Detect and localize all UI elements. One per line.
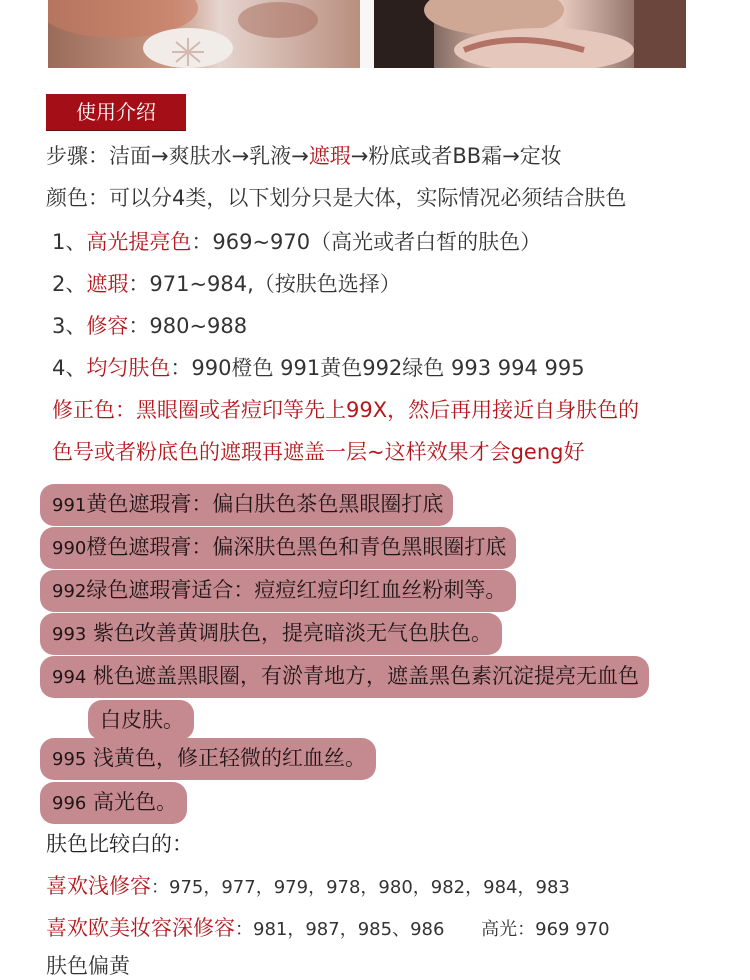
- category-2-rest: ：971~984,（按肤色选择）: [128, 272, 401, 296]
- pill-995-box: [40, 738, 376, 780]
- pill-993: [40, 613, 502, 655]
- shallow-contour-line: [46, 872, 570, 902]
- category-4-name: 均匀肤色: [86, 356, 171, 380]
- category-4-rest: ：990橙色 991黄色992绿色 993 994 995: [170, 356, 585, 380]
- photo-divider: [360, 0, 374, 68]
- category-3-rest: ：980~988: [128, 314, 248, 338]
- pill-991: [40, 484, 453, 526]
- pill-994-cont-box: [88, 700, 194, 740]
- product-photo-left: [48, 0, 360, 68]
- steps-part-a: 洁面→爽肤水→乳液→: [109, 144, 309, 168]
- skin-white-heading: 肤色比较白的：: [46, 832, 193, 856]
- pill-996-box: [40, 782, 187, 824]
- steps-part-c: →粉底或者BB霜→定妆: [350, 144, 562, 168]
- category-1-rest: ：969~970（高光或者白皙的肤色）: [191, 230, 542, 254]
- category-2-name: 遮瑕: [86, 272, 129, 296]
- pill-990-box: [40, 527, 516, 569]
- steps-label: 步骤：: [46, 144, 109, 168]
- product-photo-right: [374, 0, 686, 68]
- pill-995: [40, 738, 376, 780]
- pill-991-box: [40, 484, 453, 526]
- top-photo-strip: [48, 0, 686, 68]
- pill-992-text: 绿色遮瑕膏适合：痘痘红痘印红血丝粉刺等。: [86, 578, 507, 602]
- category-1-name: 高光提亮色: [86, 230, 192, 254]
- correction-line-2: 色号或者粉底色的遮瑕再遮盖一层~这样效果才会geng好: [52, 440, 585, 464]
- pill-990: [40, 527, 516, 569]
- category-1-num: 1、: [52, 230, 87, 254]
- pill-994-cont-text: 白皮肤。: [100, 708, 184, 732]
- pill-992-box: [40, 570, 516, 612]
- correction-line-1: 修正色：黑眼圈或者痘印等先上99X，然后再用接近自身肤色的: [52, 398, 640, 422]
- highlight-values: 高光：969 970: [481, 919, 610, 940]
- pill-990-code: 990: [52, 538, 87, 559]
- category-1: [52, 228, 541, 256]
- partial-next-line: 肤色偏黄: [46, 954, 130, 978]
- category-3-num: 3、: [52, 314, 87, 338]
- steps-line: [46, 142, 562, 170]
- pill-994-text: 桃色遮盖黑眼圈，有淤青地方，遮盖黑色素沉淀提亮无血色: [93, 664, 640, 688]
- category-2: [52, 270, 401, 298]
- color-line: 颜色：可以分4类，以下划分只是大体，实际情况必须结合肤色: [46, 186, 627, 210]
- shallow-contour-values: ：975，977，979，978，980，982，984，983: [151, 877, 570, 898]
- pill-994: [40, 656, 730, 698]
- pill-995-text: 浅黄色，修正轻微的红血丝。: [93, 746, 367, 770]
- shallow-contour-label: 喜欢浅修容: [46, 874, 151, 898]
- category-4: [52, 354, 585, 382]
- pill-994-box: [40, 656, 649, 698]
- pill-995-code: 995: [52, 749, 87, 770]
- category-3: [52, 312, 247, 340]
- pill-996-code: 996: [52, 793, 87, 814]
- pill-990-text: 橙色遮瑕膏：偏深肤色黑色和青色黑眼圈打底: [86, 535, 507, 559]
- pill-994-code: 994: [52, 667, 87, 688]
- pill-992-code: 992: [52, 581, 87, 602]
- pill-993-text: 紫色改善黄调肤色，提亮暗淡无气色肤色。: [93, 621, 493, 645]
- pill-993-box: [40, 613, 502, 655]
- deep-contour-values: ：981，987，985、986: [235, 919, 445, 940]
- section-title: 使用介绍: [46, 94, 186, 130]
- deep-contour-label: 喜欢欧美妆容深修容: [46, 916, 235, 940]
- category-4-num: 4、: [52, 356, 87, 380]
- pill-996-text: 高光色。: [93, 790, 178, 814]
- pill-991-text: 黄色遮瑕膏：偏白肤色茶色黑眼圈打底: [86, 492, 444, 516]
- pill-996: [40, 782, 187, 824]
- pill-992: [40, 570, 516, 612]
- steps-highlight: 遮瑕: [308, 144, 351, 168]
- pill-993-code: 993: [52, 624, 87, 645]
- deep-contour-line: [46, 914, 610, 944]
- category-2-num: 2、: [52, 272, 87, 296]
- pill-994-cont: [88, 700, 194, 740]
- pill-991-code: 991: [52, 495, 87, 516]
- category-3-name: 修容: [86, 314, 129, 338]
